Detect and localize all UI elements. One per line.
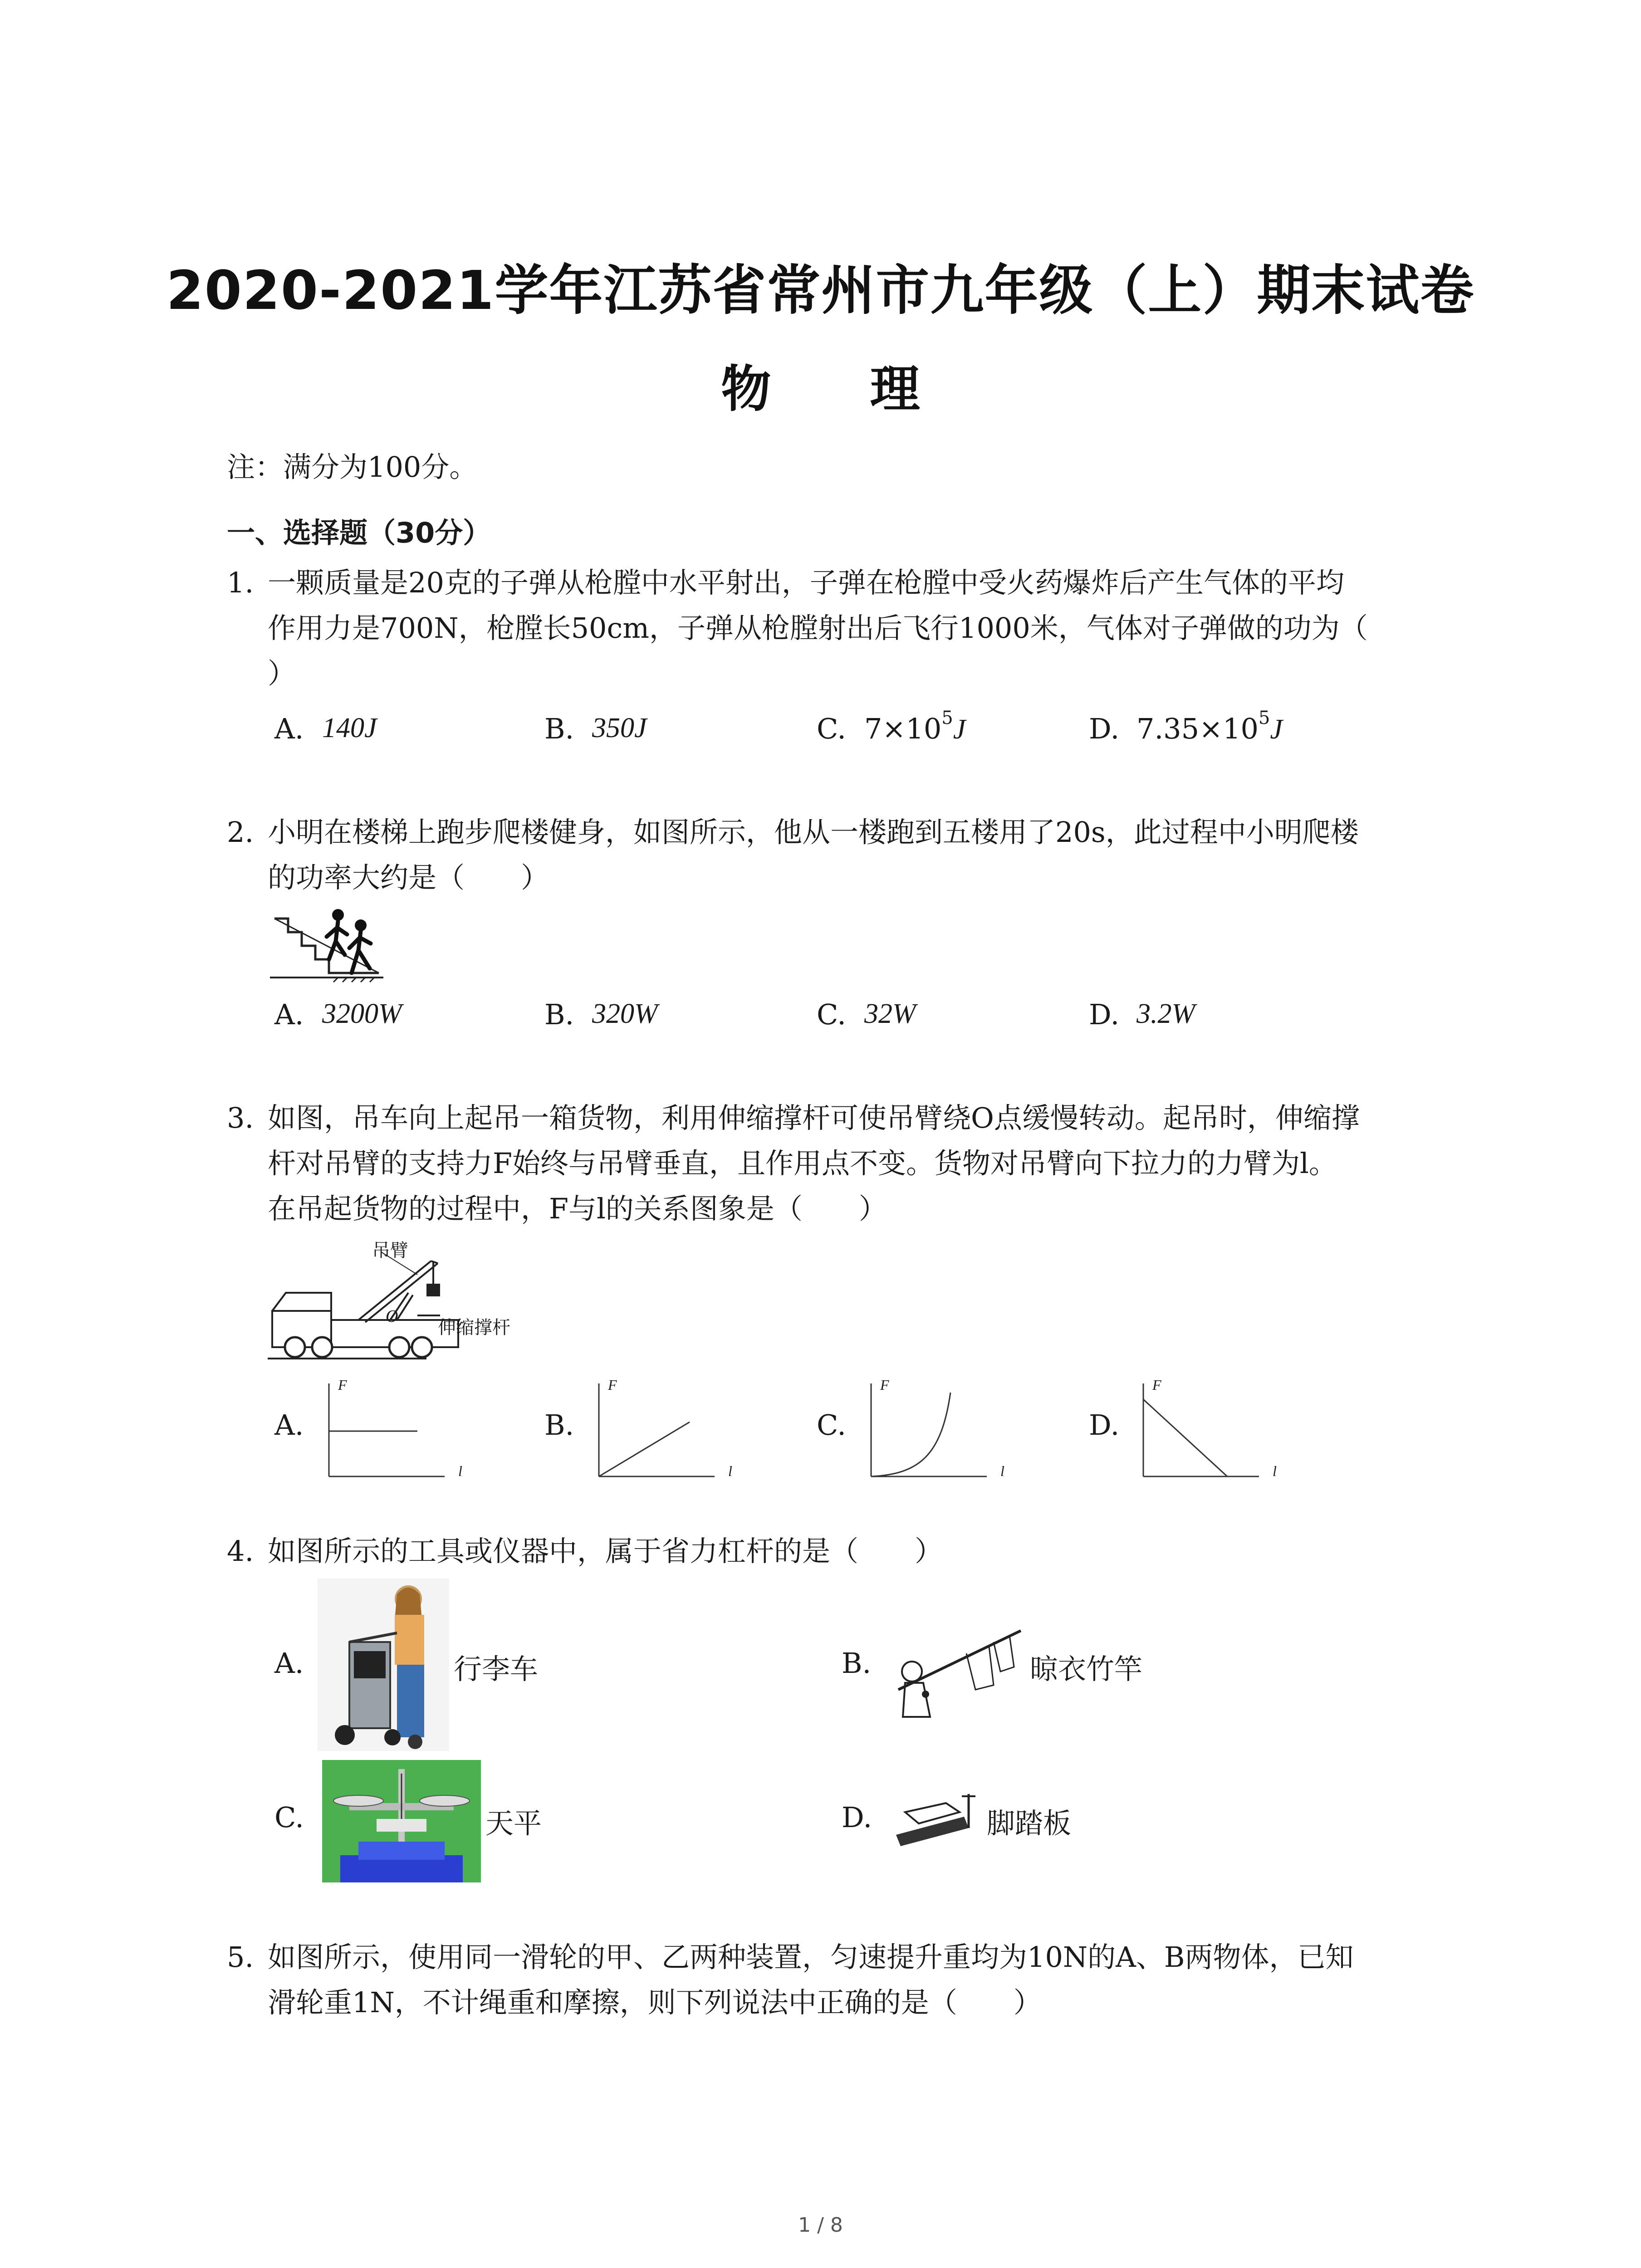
pedal-image	[892, 1785, 982, 1853]
graph-a-constant	[322, 1379, 458, 1483]
option-c-label: C.	[274, 1801, 304, 1834]
exam-title: 2020-2021学年江苏省常州市九年级（上）期末试卷	[166, 259, 1475, 322]
option-a-label: A.	[274, 712, 304, 745]
graph-b-proportional	[592, 1379, 728, 1483]
option-a-label: A.	[274, 1408, 304, 1442]
axis-l-label: l	[1273, 1463, 1277, 1479]
q2-line2: 的功率大约是（ ）	[268, 861, 549, 894]
axis-f-label: F	[338, 1377, 347, 1393]
balance-scale-image	[322, 1760, 481, 1882]
score-note: 注：满分为100分。	[227, 450, 478, 484]
q5-line1: 如图所示，使用同一滑轮的甲、乙两种装置，匀速提升重均为10N的A、B两物体，已知	[268, 1941, 1354, 1974]
option-c-label: C.	[817, 1408, 846, 1442]
option-c-text: 天平	[485, 1807, 542, 1840]
option-d-label: D.	[842, 1801, 872, 1834]
option-a-value: 3200W	[322, 998, 402, 1029]
axis-l-label: l	[458, 1463, 462, 1479]
option-a-value: 140J	[322, 713, 377, 743]
option-b-value: 320W	[592, 998, 658, 1029]
option-a-label: A.	[274, 998, 304, 1031]
question-number: 5.	[227, 1941, 254, 1974]
axis-f-label: F	[1152, 1377, 1161, 1393]
question-number: 2.	[227, 816, 254, 849]
option-d-label: D.	[1089, 712, 1120, 745]
option-d-label: D.	[1089, 998, 1120, 1031]
option-b-text: 晾衣竹竿	[1030, 1652, 1143, 1686]
stair-climbing-figure	[270, 905, 388, 987]
question-number: 4.	[227, 1535, 254, 1568]
subject-title: 物 理	[721, 360, 961, 418]
question-number: 1.	[227, 566, 254, 599]
axis-f-label: F	[880, 1377, 889, 1393]
q2-line1: 小明在楼梯上跑步爬楼健身，如图所示，他从一楼跑到五楼用了20s，此过程中小明爬楼	[268, 816, 1359, 849]
option-b-label: B.	[544, 712, 574, 745]
graph-c-curve	[864, 1379, 1000, 1483]
page-number: 1 / 8	[798, 2214, 843, 2237]
q1-line1: 一颗质量是20克的子弹从枪膛中水平射出，子弹在枪膛中受火药爆炸后产生气体的平均	[268, 566, 1344, 599]
option-c-label: C.	[817, 998, 846, 1031]
q3-line2: 杆对吊臂的支持力F始终与吊臂垂直，且作用点不变。货物对吊臂向下拉力的力臂为l。	[268, 1147, 1337, 1180]
option-c-value: 32W	[864, 998, 916, 1029]
bamboo-pole-image	[885, 1622, 1030, 1726]
option-b-label: B.	[544, 998, 574, 1031]
q1-line3: ）	[268, 657, 296, 690]
q4-line1: 如图所示的工具或仪器中，属于省力杠杆的是（ ）	[268, 1535, 943, 1568]
option-b-value: 350J	[592, 713, 647, 743]
question-number: 3.	[227, 1101, 254, 1134]
option-a-label: A.	[274, 1647, 304, 1680]
axis-f-label: F	[608, 1377, 617, 1393]
option-d-value: $7.35\times 10^5J$	[1136, 708, 1283, 745]
option-d-label: D.	[1089, 1408, 1120, 1442]
option-b-label: B.	[842, 1647, 872, 1680]
crane-arm-label: 吊臂	[372, 1240, 408, 1261]
option-d-value: 3.2W	[1136, 998, 1195, 1029]
option-c-value: $7\times 10^5J$	[864, 708, 966, 745]
q5-line2: 滑轮重1N，不计绳重和摩擦，则下列说法中正确的是（ ）	[268, 1986, 1042, 2019]
option-b-label: B.	[544, 1408, 574, 1442]
axis-l-label: l	[1000, 1463, 1004, 1479]
graph-d-decreasing	[1136, 1379, 1273, 1483]
pivot-o-label: O	[386, 1307, 398, 1326]
q3-line1: 如图，吊车向上起吊一箱货物，利用伸缩撑杆可使吊臂绕O点缓慢转动。起吊时，伸缩撑	[268, 1101, 1360, 1134]
option-a-text: 行李车	[454, 1652, 539, 1686]
axis-l-label: l	[728, 1463, 732, 1479]
telescopic-rod-label: 伸缩撑杆	[438, 1317, 510, 1338]
option-c-label: C.	[817, 712, 846, 745]
option-d-text: 脚踏板	[987, 1807, 1072, 1840]
q1-line2: 作用力是700N，枪膛长50cm，子弹从枪膛射出后飞行1000米，气体对子弹做的功为（	[268, 611, 1368, 645]
q3-line3: 在吊起货物的过程中，F与l的关系图象是（ ）	[268, 1192, 887, 1225]
section-heading: 一、选择题（30分）	[227, 516, 491, 549]
luggage-cart-image	[318, 1579, 449, 1751]
